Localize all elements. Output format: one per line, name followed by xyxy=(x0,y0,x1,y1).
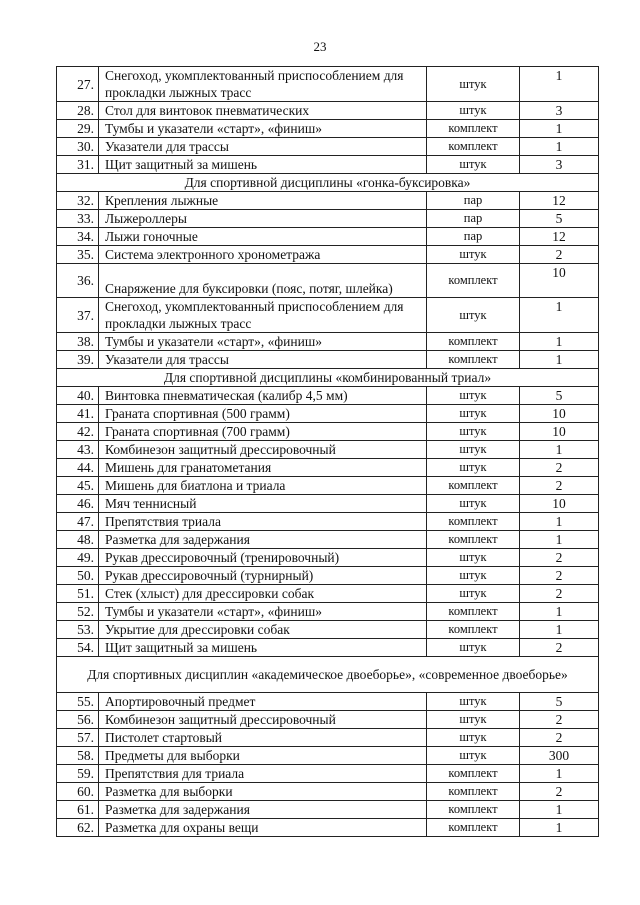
section-title: Для спортивной дисциплины «комбинированный триал» xyxy=(57,369,599,387)
section-header-row xyxy=(57,369,599,387)
quantity: 5 xyxy=(520,693,599,711)
equipment-table xyxy=(56,66,599,837)
item-name: Разметка для задержания xyxy=(99,801,427,819)
quantity: 10 xyxy=(520,405,599,423)
item-name: Пистолет стартовый xyxy=(99,729,427,747)
row-number: 33. xyxy=(57,210,99,228)
table-row xyxy=(57,765,599,783)
table-row xyxy=(57,246,599,264)
item-name: Препятствия триала xyxy=(99,513,427,531)
row-number: 55. xyxy=(57,693,99,711)
unit-of-measure: штук xyxy=(427,729,520,747)
unit-of-measure: штук xyxy=(427,67,520,102)
item-name: Препятствия для триала xyxy=(99,765,427,783)
row-number: 47. xyxy=(57,513,99,531)
item-name: Разметка для охраны вещи xyxy=(99,819,427,837)
unit-of-measure: пар xyxy=(427,210,520,228)
table-row xyxy=(57,138,599,156)
quantity: 1 xyxy=(520,441,599,459)
table-row xyxy=(57,192,599,210)
quantity: 1 xyxy=(520,531,599,549)
unit-of-measure: штук xyxy=(427,495,520,513)
unit-of-measure: комплект xyxy=(427,351,520,369)
unit-of-measure: пар xyxy=(427,192,520,210)
row-number: 52. xyxy=(57,603,99,621)
quantity: 1 xyxy=(520,67,599,102)
table-row xyxy=(57,531,599,549)
unit-of-measure: комплект xyxy=(427,264,520,298)
row-number: 38. xyxy=(57,333,99,351)
row-number: 31. xyxy=(57,156,99,174)
unit-of-measure: комплект xyxy=(427,513,520,531)
unit-of-measure: комплект xyxy=(427,783,520,801)
unit-of-measure: штук xyxy=(427,423,520,441)
item-name: Щит защитный за мишень xyxy=(99,639,427,657)
item-name: Тумбы и указатели «старт», «финиш» xyxy=(99,120,427,138)
quantity: 1 xyxy=(520,333,599,351)
item-name: Щит защитный за мишень xyxy=(99,156,427,174)
quantity: 1 xyxy=(520,298,599,333)
item-name: Рукав дрессировочный (турнирный) xyxy=(99,567,427,585)
unit-of-measure: комплект xyxy=(427,765,520,783)
table-row xyxy=(57,747,599,765)
unit-of-measure: комплект xyxy=(427,621,520,639)
item-name: Лыжи гоночные xyxy=(99,228,427,246)
unit-of-measure: штук xyxy=(427,747,520,765)
row-number: 37. xyxy=(57,298,99,333)
unit-of-measure: штук xyxy=(427,693,520,711)
table-row xyxy=(57,585,599,603)
unit-of-measure: штук xyxy=(427,298,520,333)
quantity: 300 xyxy=(520,747,599,765)
equipment-table-body xyxy=(57,67,599,837)
row-number: 34. xyxy=(57,228,99,246)
item-name: Мяч теннисный xyxy=(99,495,427,513)
row-number: 57. xyxy=(57,729,99,747)
unit-of-measure: штук xyxy=(427,567,520,585)
item-name: Указатели для трассы xyxy=(99,138,427,156)
quantity: 1 xyxy=(520,765,599,783)
table-row xyxy=(57,441,599,459)
table-row xyxy=(57,621,599,639)
table-row xyxy=(57,156,599,174)
row-number: 29. xyxy=(57,120,99,138)
item-name: Граната спортивная (700 грамм) xyxy=(99,423,427,441)
item-name: Рукав дрессировочный (тренировочный) xyxy=(99,549,427,567)
unit-of-measure: штук xyxy=(427,711,520,729)
unit-of-measure: комплект xyxy=(427,477,520,495)
row-number: 49. xyxy=(57,549,99,567)
item-name: Указатели для трассы xyxy=(99,351,427,369)
unit-of-measure: штук xyxy=(427,441,520,459)
row-number: 35. xyxy=(57,246,99,264)
table-row xyxy=(57,423,599,441)
item-name: Снегоход, укомплектованный приспособлением для прокладки лыжных трасс xyxy=(99,298,427,333)
item-name: Предметы для выборки xyxy=(99,747,427,765)
item-name: Разметка для задержания xyxy=(99,531,427,549)
row-number: 61. xyxy=(57,801,99,819)
quantity: 1 xyxy=(520,120,599,138)
quantity: 2 xyxy=(520,585,599,603)
row-number: 51. xyxy=(57,585,99,603)
quantity: 2 xyxy=(520,729,599,747)
quantity: 5 xyxy=(520,387,599,405)
unit-of-measure: штук xyxy=(427,246,520,264)
table-row xyxy=(57,120,599,138)
unit-of-measure: штук xyxy=(427,585,520,603)
row-number: 54. xyxy=(57,639,99,657)
table-row xyxy=(57,264,599,298)
item-name: Стол для винтовок пневматических xyxy=(99,102,427,120)
table-row xyxy=(57,102,599,120)
unit-of-measure: штук xyxy=(427,639,520,657)
quantity: 12 xyxy=(520,192,599,210)
unit-of-measure: штук xyxy=(427,102,520,120)
page-number: 23 xyxy=(313,39,327,54)
table-row xyxy=(57,603,599,621)
quantity: 1 xyxy=(520,621,599,639)
item-name: Тумбы и указатели «старт», «финиш» xyxy=(99,603,427,621)
row-number: 48. xyxy=(57,531,99,549)
quantity: 2 xyxy=(520,246,599,264)
unit-of-measure: штук xyxy=(427,549,520,567)
table-row xyxy=(57,298,599,333)
row-number: 28. xyxy=(57,102,99,120)
unit-of-measure: штук xyxy=(427,387,520,405)
row-number: 46. xyxy=(57,495,99,513)
row-number: 60. xyxy=(57,783,99,801)
table-row xyxy=(57,228,599,246)
table-row xyxy=(57,210,599,228)
unit-of-measure: штук xyxy=(427,156,520,174)
quantity: 2 xyxy=(520,567,599,585)
item-name: Крепления лыжные xyxy=(99,192,427,210)
quantity: 1 xyxy=(520,603,599,621)
unit-of-measure: штук xyxy=(427,405,520,423)
row-number: 36. xyxy=(57,264,99,298)
quantity: 5 xyxy=(520,210,599,228)
row-number: 59. xyxy=(57,765,99,783)
table-row xyxy=(57,711,599,729)
row-number: 62. xyxy=(57,819,99,837)
table-row xyxy=(57,459,599,477)
quantity: 1 xyxy=(520,138,599,156)
table-row xyxy=(57,387,599,405)
row-number: 32. xyxy=(57,192,99,210)
table-row xyxy=(57,477,599,495)
quantity: 3 xyxy=(520,102,599,120)
section-title: Для спортивных дисциплин «академическое двоеборье», «современное двоеборье» xyxy=(57,657,599,693)
quantity: 2 xyxy=(520,783,599,801)
unit-of-measure: комплект xyxy=(427,333,520,351)
item-name: Лыжероллеры xyxy=(99,210,427,228)
quantity: 12 xyxy=(520,228,599,246)
table-row xyxy=(57,801,599,819)
table-row xyxy=(57,783,599,801)
table-row xyxy=(57,333,599,351)
row-number: 27. xyxy=(57,67,99,102)
row-number: 44. xyxy=(57,459,99,477)
table-row xyxy=(57,405,599,423)
quantity: 3 xyxy=(520,156,599,174)
quantity: 10 xyxy=(520,264,599,298)
section-header-row xyxy=(57,657,599,693)
quantity: 2 xyxy=(520,459,599,477)
quantity: 1 xyxy=(520,513,599,531)
item-name: Граната спортивная (500 грамм) xyxy=(99,405,427,423)
row-number: 40. xyxy=(57,387,99,405)
row-number: 56. xyxy=(57,711,99,729)
quantity: 1 xyxy=(520,819,599,837)
quantity: 10 xyxy=(520,423,599,441)
quantity: 2 xyxy=(520,711,599,729)
quantity: 1 xyxy=(520,801,599,819)
quantity: 2 xyxy=(520,549,599,567)
item-name: Винтовка пневматическая (калибр 4,5 мм) xyxy=(99,387,427,405)
item-name: Снегоход, укомплектованный приспособлением для прокладки лыжных трасс xyxy=(99,67,427,102)
item-name: Разметка для выборки xyxy=(99,783,427,801)
table-row xyxy=(57,513,599,531)
quantity: 10 xyxy=(520,495,599,513)
quantity: 1 xyxy=(520,351,599,369)
quantity: 2 xyxy=(520,639,599,657)
row-number: 50. xyxy=(57,567,99,585)
unit-of-measure: пар xyxy=(427,228,520,246)
item-name: Укрытие для дрессировки собак xyxy=(99,621,427,639)
table-row xyxy=(57,549,599,567)
row-number: 42. xyxy=(57,423,99,441)
quantity: 2 xyxy=(520,477,599,495)
item-name: Тумбы и указатели «старт», «финиш» xyxy=(99,333,427,351)
unit-of-measure: комплект xyxy=(427,120,520,138)
row-number: 30. xyxy=(57,138,99,156)
table-row xyxy=(57,567,599,585)
unit-of-measure: штук xyxy=(427,459,520,477)
table-row xyxy=(57,819,599,837)
item-name: Снаряжение для буксировки (пояс, потяг, шлейка) xyxy=(99,264,427,298)
item-name: Мишень для биатлона и триала xyxy=(99,477,427,495)
row-number: 39. xyxy=(57,351,99,369)
row-number: 45. xyxy=(57,477,99,495)
section-header-row xyxy=(57,174,599,192)
table-row xyxy=(57,495,599,513)
unit-of-measure: комплект xyxy=(427,801,520,819)
unit-of-measure: комплект xyxy=(427,138,520,156)
item-name: Комбинезон защитный дрессировочный xyxy=(99,711,427,729)
item-name: Система электронного хронометража xyxy=(99,246,427,264)
table-row xyxy=(57,351,599,369)
item-name: Апортировочный предмет xyxy=(99,693,427,711)
row-number: 53. xyxy=(57,621,99,639)
row-number: 41. xyxy=(57,405,99,423)
item-name: Мишень для гранатометания xyxy=(99,459,427,477)
unit-of-measure: комплект xyxy=(427,819,520,837)
item-name: Комбинезон защитный дрессировочный xyxy=(99,441,427,459)
table-row xyxy=(57,693,599,711)
table-row xyxy=(57,67,599,102)
table-row xyxy=(57,729,599,747)
item-name: Стек (хлыст) для дрессировки собак xyxy=(99,585,427,603)
row-number: 58. xyxy=(57,747,99,765)
unit-of-measure: комплект xyxy=(427,603,520,621)
unit-of-measure: комплект xyxy=(427,531,520,549)
section-title: Для спортивной дисциплины «гонка-буксировка» xyxy=(57,174,599,192)
table-row xyxy=(57,639,599,657)
row-number: 43. xyxy=(57,441,99,459)
